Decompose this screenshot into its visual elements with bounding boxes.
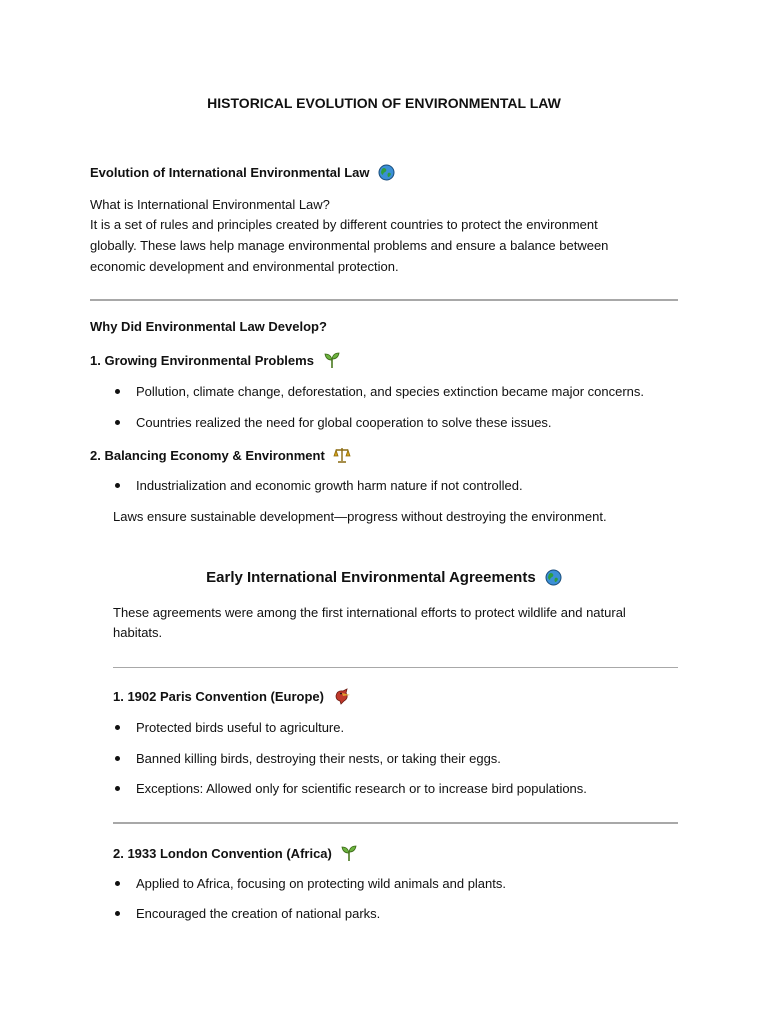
intro-line: habitats. — [113, 625, 163, 640]
bullet-dot — [115, 881, 120, 886]
bullet-dot — [115, 725, 120, 730]
bullet-dot — [115, 389, 120, 394]
paragraph-line: It is a set of rules and principles created by different countries to protect the environment — [90, 217, 598, 232]
subheading-london — [113, 844, 358, 862]
subheading-text: 1. 1902 Paris Convention (Europe) — [113, 689, 324, 704]
subheading-text: 2. 1933 London Convention (Africa) — [113, 846, 332, 861]
list-item: Protected birds useful to agriculture. — [136, 720, 345, 735]
list-item: Countries realized the need for global cooperation to solve these issues. — [136, 415, 552, 430]
divider — [113, 822, 678, 824]
bullet-dot — [115, 483, 120, 488]
note-text: Laws ensure sustainable development—progress without destroying the environment. — [113, 509, 607, 524]
divider — [90, 299, 678, 301]
subheading-text: 1. Growing Environmental Problems — [90, 353, 314, 368]
globe-icon — [545, 569, 562, 586]
section-heading-agreements — [0, 569, 768, 586]
bullet-dot — [115, 786, 120, 791]
list-item: Pollution, climate change, deforestation, and species extinction became major concerns. — [136, 384, 645, 399]
section-heading-evolution — [90, 164, 395, 181]
subheading-problems — [90, 351, 341, 369]
list-item: Industrialization and economic growth harm nature if not controlled. — [136, 478, 523, 493]
list-item: Applied to Africa, focusing on protecting wild animals and plants. — [136, 876, 506, 891]
divider — [113, 667, 678, 668]
subheading-paris — [113, 687, 351, 705]
subheading-text: 2. Balancing Economy & Environment — [90, 448, 325, 463]
subheading-balancing — [90, 446, 351, 464]
seedling-icon — [323, 351, 341, 369]
globe-icon — [378, 164, 395, 181]
bullet-dot — [115, 756, 120, 761]
list-item: Encouraged the creation of national parks. — [136, 906, 381, 921]
paragraph-line: globally. These laws help manage environmental problems and ensure a balance between — [90, 238, 609, 253]
question-text: What is International Environmental Law? — [90, 197, 330, 212]
section-heading-why: Why Did Environmental Law Develop? — [90, 319, 327, 334]
page-title: HISTORICAL EVOLUTION OF ENVIRONMENTAL LAW — [207, 95, 561, 111]
bird-icon — [333, 687, 351, 705]
list-item: Banned killing birds, destroying their nests, or taking their eggs. — [136, 751, 501, 766]
section-heading-text: Evolution of International Environmental Law — [90, 165, 370, 180]
paragraph-line: economic development and environmental protection. — [90, 259, 399, 274]
scales-icon — [333, 446, 351, 464]
section-heading-text: Early International Environmental Agreements — [206, 569, 536, 586]
list-item: Exceptions: Allowed only for scientific research or to increase bird populations. — [136, 781, 587, 796]
bullet-dot — [115, 911, 120, 916]
seedling-icon — [340, 844, 358, 862]
intro-line: These agreements were among the first international efforts to protect wildlife and natural — [113, 605, 626, 620]
bullet-dot — [115, 420, 120, 425]
